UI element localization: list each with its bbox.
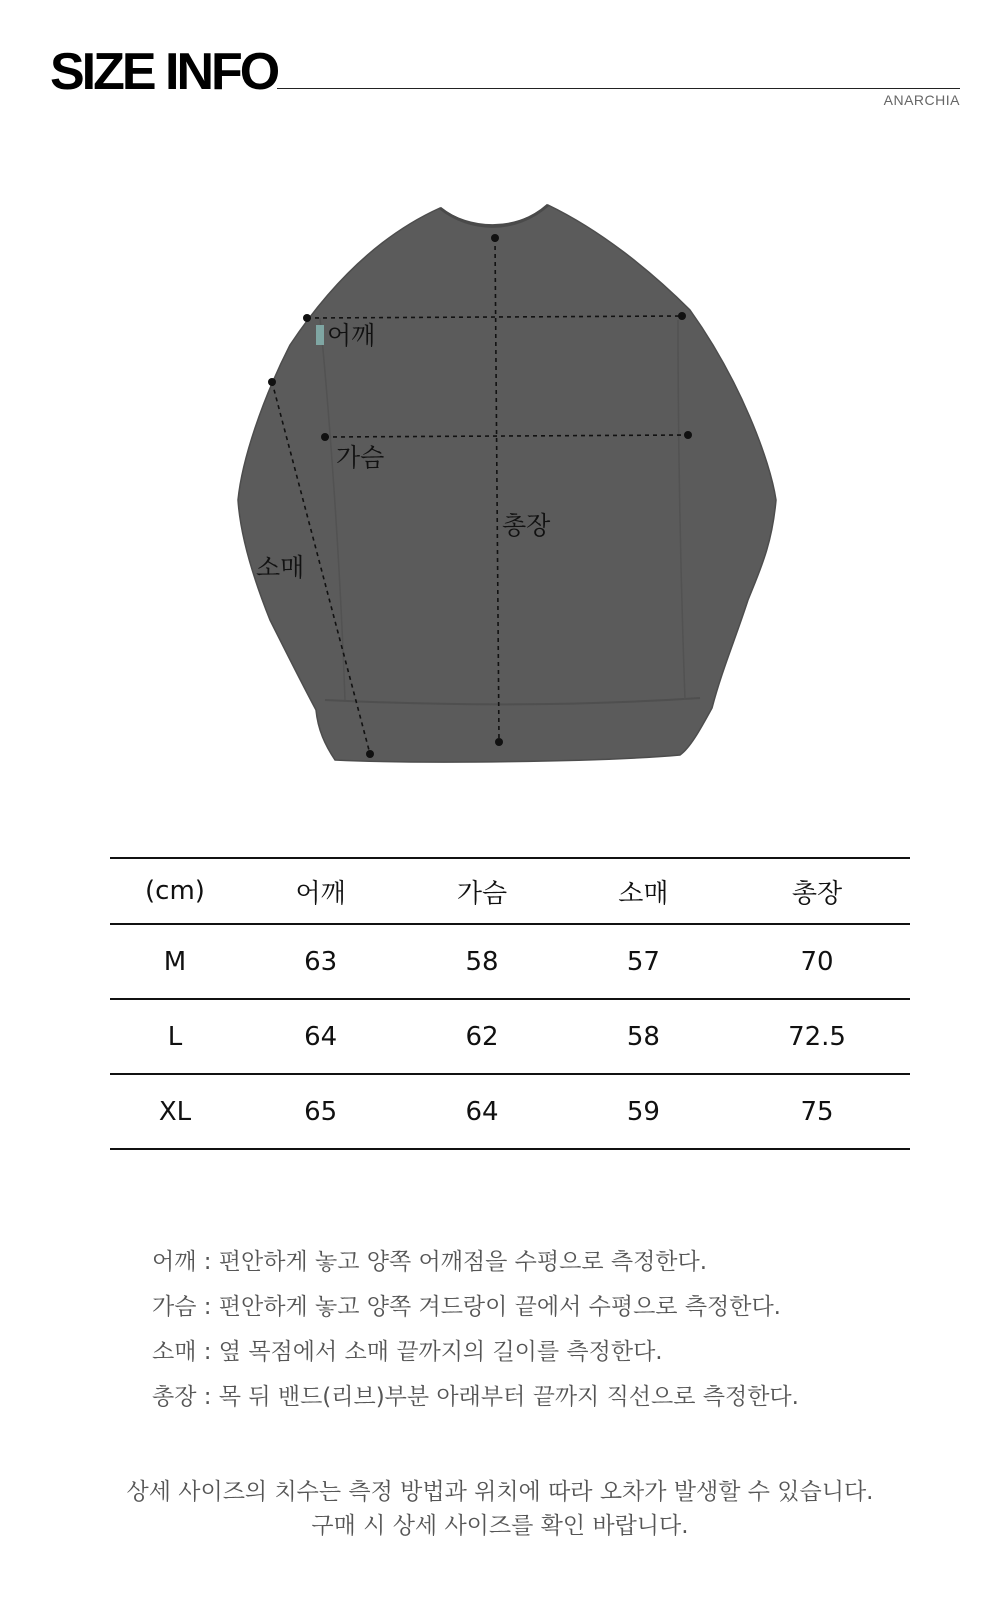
header-unit: (cm) xyxy=(145,876,205,906)
chest-cell: 58 xyxy=(465,946,499,977)
sleeve-top-dot xyxy=(268,378,276,386)
chest-cell: 64 xyxy=(465,1096,499,1127)
table-row xyxy=(110,1074,910,1149)
table-row xyxy=(110,924,910,999)
shoulder-cell: 63 xyxy=(304,946,338,977)
shoulder-right-dot xyxy=(678,312,686,320)
measurement-figure xyxy=(0,0,1000,800)
shoulder-left-dot xyxy=(303,314,311,322)
length-cell: 70 xyxy=(800,946,834,977)
table-header-row xyxy=(110,858,910,924)
sweatshirt-illustration xyxy=(0,0,1000,800)
page-title: SIZE INFO xyxy=(50,43,278,101)
note-shoulder: 어깨 : 편안하게 놓고 양쪽 어깨점을 수평으로 측정한다. xyxy=(152,1249,708,1275)
chest-cell: 62 xyxy=(465,1021,499,1052)
table-row xyxy=(110,999,910,1074)
length-cell: 75 xyxy=(800,1096,834,1127)
size-cell: XL xyxy=(158,1096,192,1127)
size-table xyxy=(110,857,910,1150)
measurement-notes xyxy=(152,1240,799,1420)
length-cell: 72.5 xyxy=(788,1021,846,1052)
sleeve-label: 소매 xyxy=(256,553,305,582)
chest-label: 가슴 xyxy=(336,443,385,472)
shoulder-label: 어깨 xyxy=(327,321,376,350)
garment-tag xyxy=(316,325,324,345)
brand-label: ANARCHIA xyxy=(883,92,960,108)
size-cell: L xyxy=(167,1021,183,1052)
header-length: 총장 xyxy=(791,878,843,909)
size-cell: M xyxy=(163,946,187,977)
sweatshirt-body xyxy=(238,205,776,762)
length-label: 총장 xyxy=(502,511,551,540)
note-sleeve: 소매 : 옆 목점에서 소매 끝까지의 길이를 측정한다. xyxy=(152,1339,663,1365)
header-chest: 가슴 xyxy=(456,878,508,909)
header-shoulder: 어깨 xyxy=(295,878,346,909)
sleeve-cell: 57 xyxy=(626,946,660,977)
length-top-dot xyxy=(491,234,499,242)
chest-right-dot xyxy=(684,431,692,439)
disclaimer xyxy=(0,1475,1000,1543)
sleeve-cell: 59 xyxy=(626,1096,660,1127)
length-bottom-dot xyxy=(495,738,503,746)
header-sleeve: 소매 xyxy=(618,878,669,909)
disclaimer-line-1: 상세 사이즈의 치수는 측정 방법과 위치에 따라 오차가 발생할 수 있습니다. xyxy=(126,1479,874,1505)
shoulder-cell: 64 xyxy=(304,1021,338,1052)
sleeve-bottom-dot xyxy=(366,750,374,758)
sleeve-cell: 58 xyxy=(626,1021,660,1052)
disclaimer-line-2: 구매 시 상세 사이즈를 확인 바랍니다. xyxy=(311,1513,689,1539)
shoulder-cell: 65 xyxy=(304,1096,338,1127)
note-length: 총장 : 목 뒤 밴드(리브)부분 아래부터 끝까지 직선으로 측정한다. xyxy=(152,1384,799,1410)
note-chest: 가슴 : 편안하게 놓고 양쪽 겨드랑이 끝에서 수평으로 측정한다. xyxy=(152,1294,781,1320)
chest-left-dot xyxy=(321,433,329,441)
